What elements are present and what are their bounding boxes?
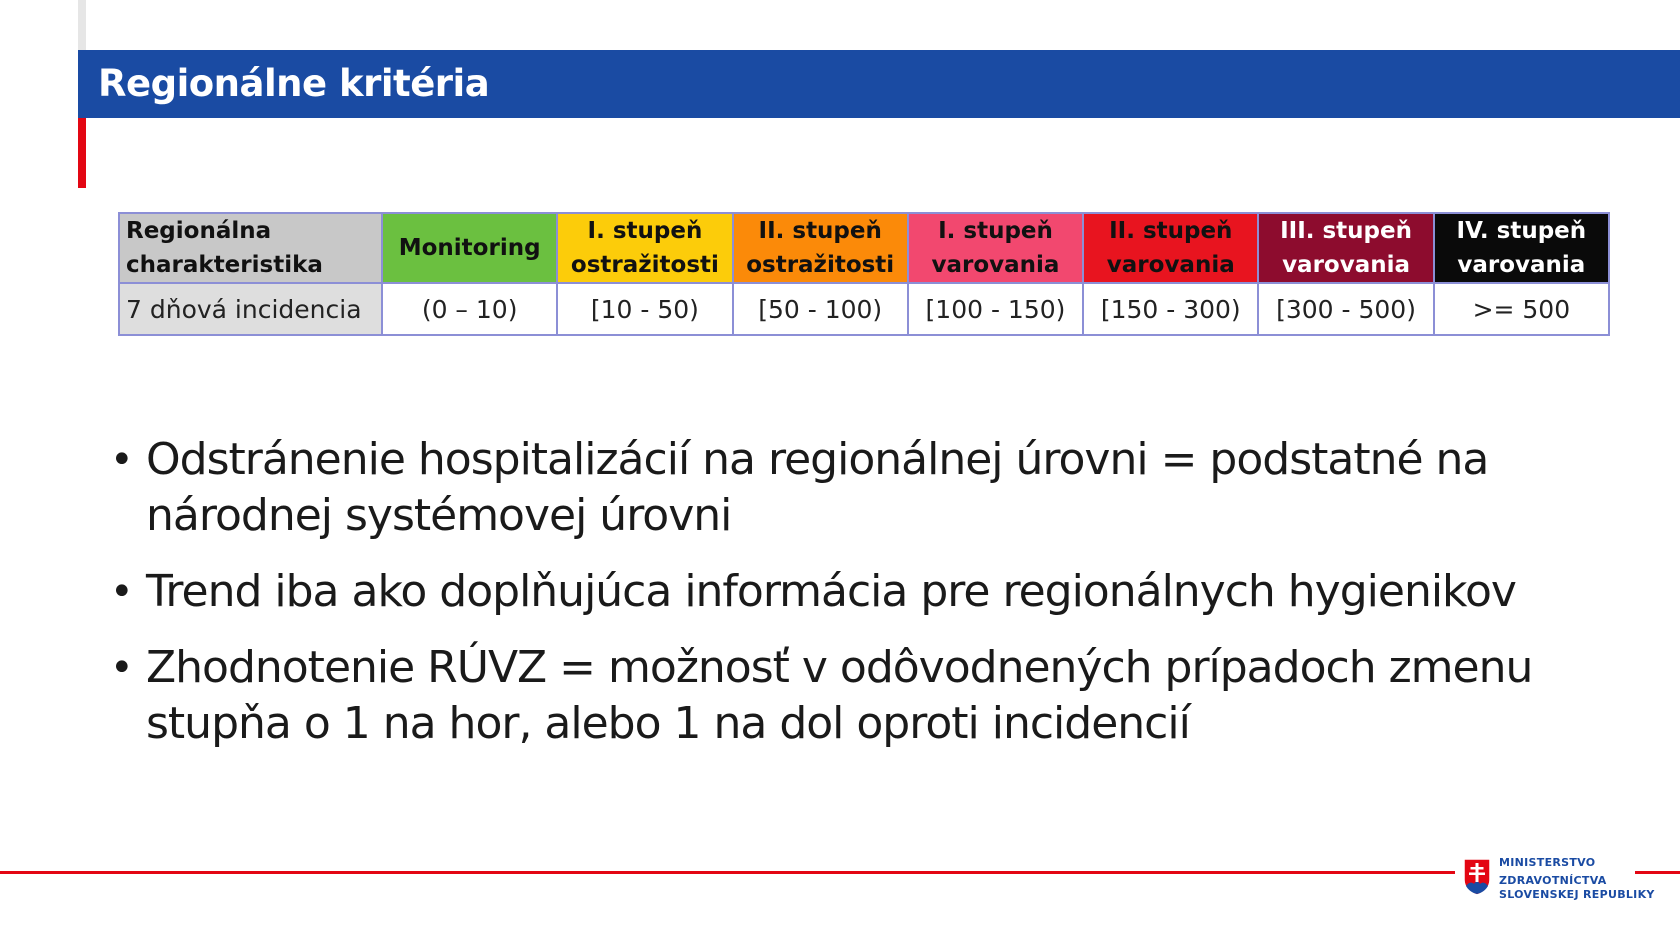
top-accent-bar <box>78 0 86 50</box>
bullet-dot-icon: • <box>110 569 133 615</box>
bullet-text: Odstránenie hospitalizácií na regionálnej úrovni = podstatné na národnej systémovej úrovni <box>146 434 1489 541</box>
level-1-ostrazitosti <box>557 213 732 283</box>
bullet-item <box>110 564 1590 620</box>
logo-line1: MINISTERSTVO <box>1499 856 1596 869</box>
range-cell: [150 - 300) <box>1083 283 1258 335</box>
header-label-cell <box>119 213 382 283</box>
criteria-table <box>118 212 1610 336</box>
slovak-coat-of-arms-icon <box>1463 858 1491 896</box>
range-cell: [10 - 50) <box>557 283 732 335</box>
level-2-ostrazitosti <box>733 213 908 283</box>
level-line1: III. stupeň <box>1280 218 1412 244</box>
level-line2: varovania <box>1457 252 1586 278</box>
bullet-list <box>110 432 1590 772</box>
bullet-text: Zhodnotenie RÚVZ = možnosť v odôvodnených prípadoch zmenu stupňa o 1 na hor, alebo 1 na dol oproti incidencií <box>146 642 1533 749</box>
header-label-line2: charakteristika <box>126 252 323 278</box>
level-line2: varovania <box>1282 252 1411 278</box>
range-cell: [50 - 100) <box>733 283 908 335</box>
logo-line2: ZDRAVOTNÍCTVA <box>1499 874 1607 887</box>
level-line1: II. stupeň <box>758 218 882 244</box>
level-line1: IV. stupeň <box>1456 218 1587 244</box>
level-line2: ostražitosti <box>746 252 895 278</box>
title-bar <box>78 50 1680 118</box>
ministry-logo <box>1463 856 1663 906</box>
logo-text <box>1499 856 1655 902</box>
slide-title: Regionálne kritéria <box>98 62 490 105</box>
bullet-dot-icon: • <box>110 645 133 691</box>
row-label-cell: 7 dňová incidencia <box>119 283 382 335</box>
range-cell: [100 - 150) <box>908 283 1083 335</box>
level-3-varovania <box>1258 213 1433 283</box>
logo-line3: SLOVENSKEJ REPUBLIKY <box>1499 888 1655 901</box>
level-line1: II. stupeň <box>1109 218 1233 244</box>
level-1-varovania <box>908 213 1083 283</box>
header-label-line1: Regionálna <box>126 218 272 244</box>
table-header-row <box>119 213 1609 283</box>
level-line2: ostražitosti <box>570 252 719 278</box>
level-monitoring <box>382 213 557 283</box>
level-line2: varovania <box>931 252 1060 278</box>
level-line1: I. stupeň <box>587 218 703 244</box>
footer-divider <box>0 871 1455 874</box>
bullet-dot-icon: • <box>110 437 133 483</box>
bullet-text: Trend iba ako doplňujúca informácia pre regionálnych hygienikov <box>146 566 1516 617</box>
bullet-item <box>110 640 1590 752</box>
level-line2: varovania <box>1106 252 1235 278</box>
red-accent-bar <box>78 118 86 188</box>
range-cell: [300 - 500) <box>1258 283 1433 335</box>
range-cell: (0 – 10) <box>382 283 557 335</box>
table-row <box>119 283 1609 335</box>
level-2-varovania <box>1083 213 1258 283</box>
level-4-varovania <box>1434 213 1609 283</box>
level-line1: I. stupeň <box>938 218 1053 244</box>
level-line1: Monitoring <box>398 235 541 261</box>
bullet-item <box>110 432 1590 544</box>
range-cell: >= 500 <box>1434 283 1609 335</box>
